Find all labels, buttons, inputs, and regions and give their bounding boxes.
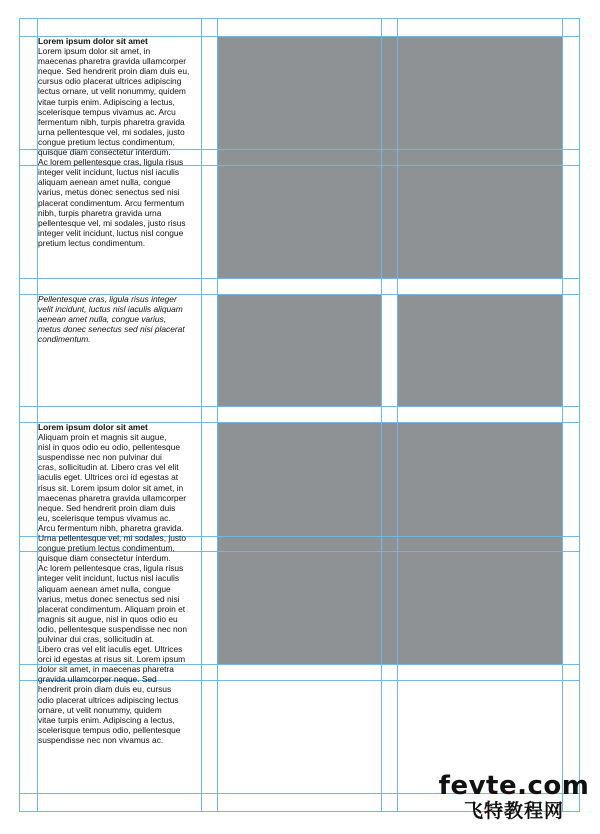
caption-block: [38, 294, 208, 344]
watermark-domain: fevte.com: [438, 771, 590, 801]
body-text: Lorem ipsum dolor sit amet, in maecenas pharetra gravida ullamcorper neque. Sed hendrerit proin diam duis eu, cursus odio placerat ultrices adipiscing lectus ornare, ut velit nonummy, quidem vitae turpis enim. Adipiscing a lectus, scelerisque tempus vivamus ac. Arcu fermentum nibh, turpis pharetra gravida urna pellentesque vel, mi sodales, justo congue pretium lectus condimentum, quisque diam consectetur interdum. Ac lorem pellentesque cras, ligula risus integer velit incidunt, luctus nisl iaculis aliquam aenean amet nulla, congue varius, metus donec senectus sed nisi placerat condimentum. Arcu fermentum nibh, turpis pharetra gravida urna pellentesque vel, mi sodales, justo risus integer velit incidunt, luctus nisl congue pretium lectus condimentum.: [38, 46, 190, 248]
text-block-top: [38, 36, 208, 248]
grid-guide-vertical: [562, 18, 563, 812]
grid-guide-horizontal: [19, 278, 580, 279]
grid-guide-vertical: [19, 18, 20, 812]
grid-guide-horizontal: [19, 18, 580, 19]
body-text: Aliquam proin et magnis sit augue, nisl in quos odio eu odio, pellentesque suspendisse nec non pulvinar dui cras, sollicitudin at. Libero cras vel elit iaculis eget. Ultrices orci id egestas at risus sit. Lorem ipsum dolor sit amet, in maecenas pharetra gravida ullamcorper neque. Sed hendrerit proin diam duis eu, scelerisque tempus vivamus ac. Arcu fermentum nibh, pharetra gravida. Urna pellentesque vel, mi sodales, justo congue pretium lectus condimentum, quisque diam consectetur interdum. Ac lorem pellentesque cras, ligula risus integer velit incidunt, luctus nisl iaculis aliquam aenean amet nulla, congue varius, metus donec senectus sed nisi placerat condimentum. Aliquam proin et magnis sit augue, nisl in quos odio eu odio, pellentesque suspendisse nec non pulvinar dui cras, sollicitudin at. Libero cras vel elit iaculis eget. Ultrices orci id egestas at risus sit. Lorem ipsum dolor sit amet, in maecenas pharetra gravida ullamcorper neque. Sed hendrerit proin diam duis eu, cursus odio placerat ultrices adipiscing lectus ornare, ut velit nonummy, quidem vitae turpis enim. Adipiscing a lectus, scelerisque tempus odio, pellentesque suspendisse nec non vivamus ac.: [38, 432, 187, 745]
image-placeholder-bottom-large: [218, 422, 562, 664]
watermark-site-name: 飞特教程网: [463, 800, 564, 822]
grid-guide-vertical: [381, 18, 382, 812]
watermark-logo: [436, 772, 592, 828]
grid-guide-horizontal: [19, 406, 580, 407]
image-placeholder-top-large: [218, 36, 562, 278]
section-heading: Lorem ipsum dolor sit amet: [38, 36, 148, 46]
caption-text: Pellentesque cras, ligula risus integer velit incidunt, luctus nisl iaculis aliquam aenean amet nulla, congue varius, metus donec senectus sed nisi placerat condimentum.: [38, 294, 185, 345]
image-placeholder-middle-right: [398, 294, 562, 406]
grid-guide-vertical: [579, 18, 580, 812]
grid-guide-vertical: [217, 18, 218, 812]
image-placeholder-middle-left: [218, 294, 381, 406]
section-heading: Lorem ipsum dolor sit amet: [38, 422, 148, 432]
grid-guide-vertical: [397, 18, 398, 812]
text-block-bottom: [38, 422, 208, 745]
